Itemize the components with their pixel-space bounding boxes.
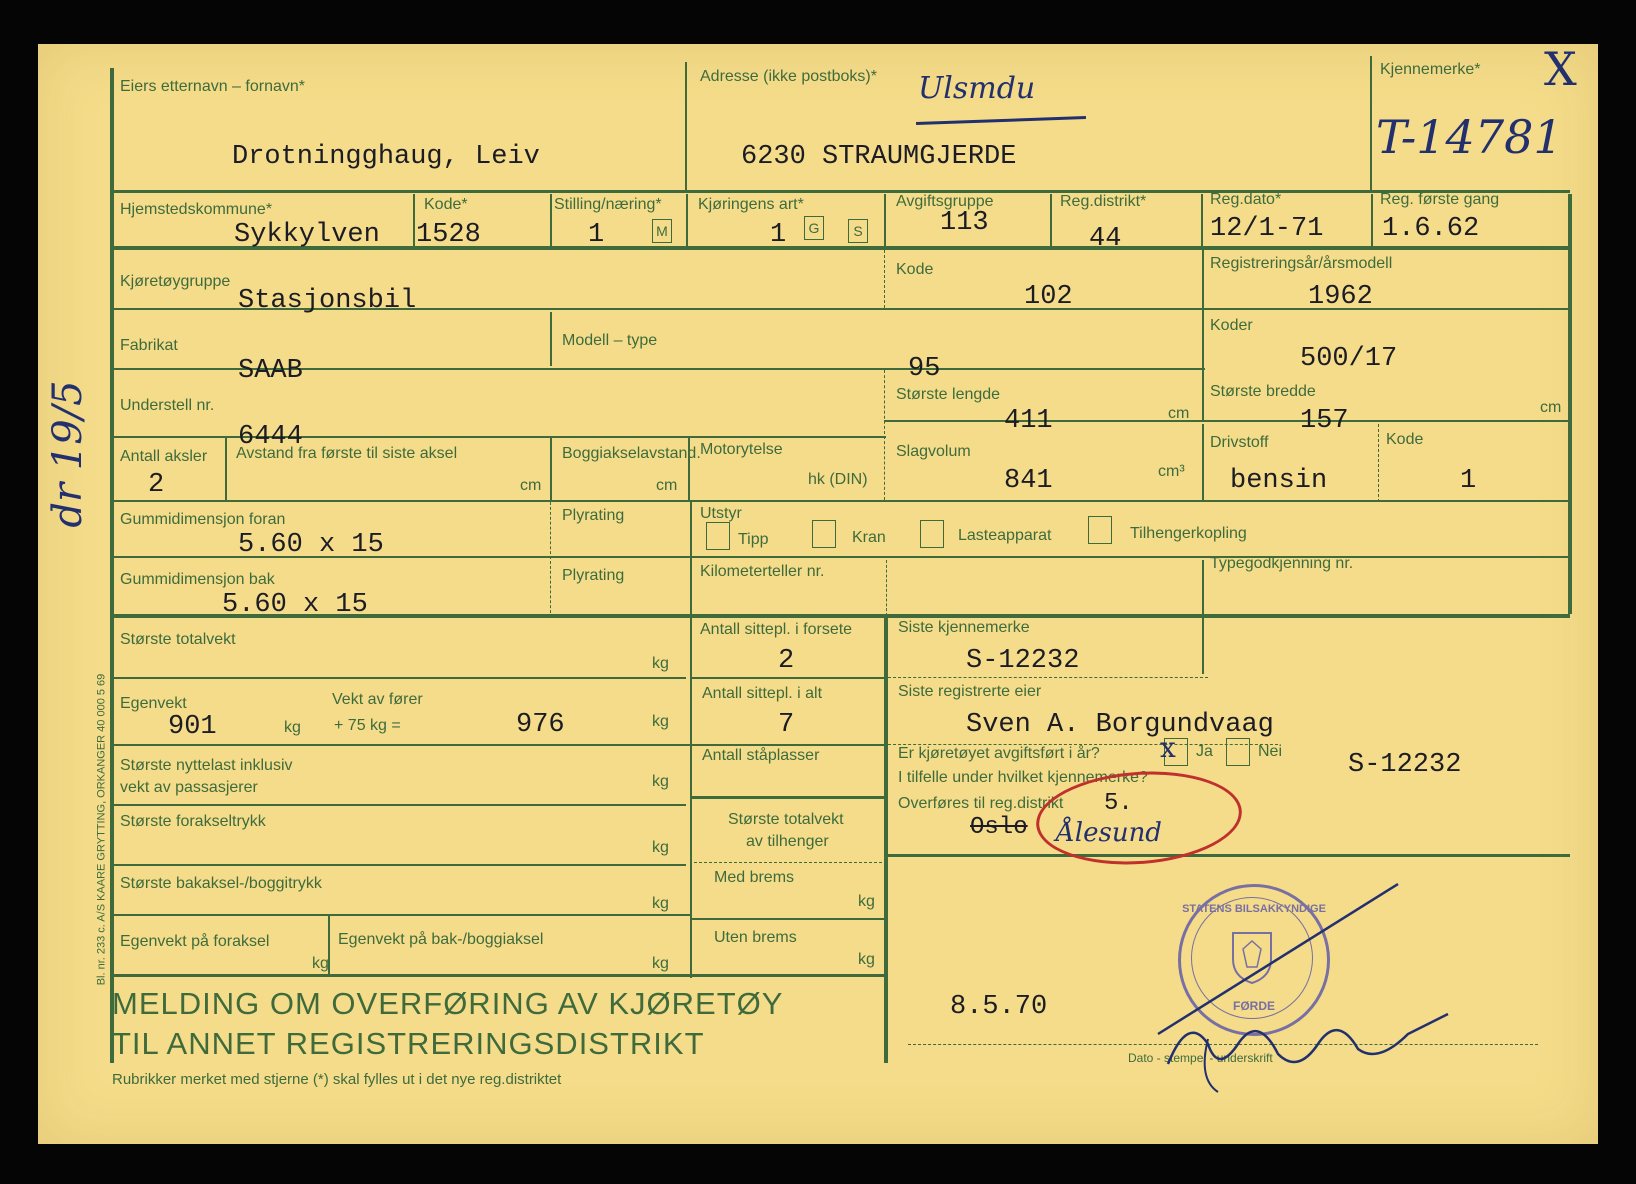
rear-axle-label: Største bakaksel-/boggitrykk bbox=[120, 875, 322, 892]
axles-value: 2 bbox=[148, 470, 165, 500]
kode-value: 1528 bbox=[416, 220, 481, 250]
tipp-checkbox bbox=[706, 522, 730, 550]
max-length-value: 411 bbox=[1004, 406, 1053, 436]
date-stamp-signature-label: Dato - stempel - underskrift bbox=[1128, 1051, 1273, 1065]
front-axle-label: Største forakseltrykk bbox=[120, 813, 266, 830]
ply-front-label: Plyrating bbox=[562, 507, 625, 524]
max-width-label: Største bredde bbox=[1210, 383, 1316, 400]
rear-axle-unit: kg bbox=[652, 895, 669, 912]
under-plate-value: S-12232 bbox=[1348, 750, 1462, 780]
max-payload-label-1: Største nyttelast inklusiv bbox=[120, 757, 293, 774]
plate-value: T-14781 bbox=[1376, 110, 1563, 164]
make-value: SAAB bbox=[238, 356, 303, 386]
address-handwritten: Ulsmdu bbox=[918, 71, 1036, 106]
owner-label: Eiers etternavn – fornavn* bbox=[120, 78, 305, 95]
with-brakes-unit: kg bbox=[858, 893, 875, 910]
last-owner-label: Siste registrerte eier bbox=[898, 683, 1042, 700]
side-print: Bl. nr. 233 c. A/S KAARE GRYTTING, ORKANGER 40 000 5 69 bbox=[95, 673, 108, 986]
model-label: Modell – type bbox=[562, 332, 658, 349]
max-width-value: 157 bbox=[1300, 406, 1349, 436]
nei-checkbox bbox=[1226, 738, 1250, 766]
transfer-to-label: Overføres til reg.distrikt bbox=[898, 795, 1064, 812]
reg-date-label: Reg.dato* bbox=[1210, 191, 1282, 208]
kran-checkbox bbox=[812, 520, 836, 548]
chassis-value: 6444 bbox=[238, 422, 303, 452]
displacement-unit: cm³ bbox=[1158, 463, 1185, 480]
reg-date-value: 12/1-71 bbox=[1210, 214, 1324, 244]
municipality-value: Sykkylven bbox=[234, 220, 380, 250]
last-owner-value: Sven A. Borgundvaag bbox=[966, 710, 1274, 740]
tire-rear-value: 5.60 x 15 bbox=[222, 590, 368, 620]
occupation-value: 1 bbox=[588, 220, 605, 250]
corner-mark: X bbox=[1544, 42, 1577, 96]
codes-value: 500/17 bbox=[1300, 344, 1398, 374]
axles-label: Antall aksler bbox=[120, 448, 208, 465]
front-axle-unit: kg bbox=[652, 839, 669, 856]
with-brakes-label: Med brems bbox=[714, 869, 795, 886]
reg-year-value: 1962 bbox=[1308, 282, 1373, 312]
model-value: 95 bbox=[908, 354, 941, 384]
address-label: Adresse (ikke postboks)* bbox=[700, 68, 877, 85]
max-length-unit: cm bbox=[1168, 405, 1190, 422]
engine-power-label: Motorytelse bbox=[700, 441, 783, 458]
driving-type-value: 1 bbox=[770, 220, 787, 250]
without-brakes-unit: kg bbox=[858, 951, 875, 968]
seats-front-label: Antall sittepl. i forsete bbox=[700, 621, 853, 638]
max-total-weight-unit: kg bbox=[652, 655, 669, 672]
under-which-label: I tilfelle under hvilket kjennemerke? bbox=[898, 769, 1148, 786]
ja-mark: x bbox=[1160, 731, 1176, 764]
form-title-line1: MELDING OM OVERFØRING AV KJØRETØY bbox=[112, 986, 784, 1021]
tire-front-value: 5.60 x 15 bbox=[238, 530, 384, 560]
ja-label: Ja bbox=[1196, 743, 1213, 760]
last-plate-value: S-12232 bbox=[966, 646, 1080, 676]
own-weight-label: Egenvekt bbox=[120, 695, 187, 712]
address-strikeout bbox=[916, 116, 1086, 125]
fuel-value: bensin bbox=[1230, 466, 1328, 496]
reg-year-label: Registreringsår/årsmodell bbox=[1210, 255, 1393, 272]
date-value: 8.5.70 bbox=[950, 992, 1048, 1022]
margin-note: dr 19/5 bbox=[45, 380, 91, 528]
group-code-label: Kode bbox=[896, 261, 934, 278]
fuel-label: Drivstoff bbox=[1210, 434, 1269, 451]
max-payload-unit: kg bbox=[652, 773, 669, 790]
transfer-new-value: Ålesund bbox=[1056, 818, 1162, 848]
last-plate-label: Siste kjennemerke bbox=[898, 619, 1030, 636]
make-label: Fabrikat bbox=[120, 337, 178, 354]
axle-distance-label: Avstand fra første til siste aksel bbox=[236, 445, 458, 462]
tire-front-label: Gummidimensjon foran bbox=[120, 511, 286, 528]
owner-value: Drotningghaug, Leiv bbox=[232, 142, 540, 172]
total-weight-value: 976 bbox=[516, 710, 565, 740]
driver-weight-label: Vekt av fører bbox=[332, 691, 423, 708]
occupation-label: Stilling/næring* bbox=[554, 196, 662, 213]
transfer-old-value: Oslo bbox=[970, 814, 1028, 841]
max-trailer-label-1: Største totalvekt bbox=[728, 811, 844, 828]
seats-front-value: 2 bbox=[778, 646, 795, 676]
municipality-label: Hjemstedskommune* bbox=[120, 201, 273, 218]
own-rear-unit: kg bbox=[652, 955, 669, 972]
total-weight-unit: kg bbox=[652, 713, 669, 730]
max-width-unit: cm bbox=[1540, 399, 1562, 416]
fee-group-label: Avgiftsgruppe bbox=[896, 193, 994, 210]
signature-image bbox=[1148, 864, 1478, 1094]
codes-label: Koder bbox=[1210, 317, 1253, 334]
max-total-weight-label: Største totalvekt bbox=[120, 631, 236, 648]
max-trailer-label-2: av tilhenger bbox=[746, 833, 829, 850]
stamp-text: STATENS BILSAKKYNDIGE bbox=[1182, 903, 1326, 915]
first-reg-value: 1.6.62 bbox=[1382, 214, 1480, 244]
max-payload-label-2: vekt av passasjerer bbox=[120, 779, 258, 796]
lasteapparat-checkbox bbox=[920, 520, 944, 548]
vehicle-group-label: Kjøretøygruppe bbox=[120, 273, 231, 290]
own-front-unit: kg bbox=[312, 955, 329, 972]
transfer-date-value: 5. bbox=[1104, 790, 1133, 817]
box-g: G bbox=[804, 216, 824, 240]
equipment-label: Utstyr bbox=[700, 505, 742, 522]
tire-rear-label: Gummidimensjon bak bbox=[120, 571, 275, 588]
displacement-value: 841 bbox=[1004, 466, 1053, 496]
standing-label: Antall ståplasser bbox=[702, 747, 820, 764]
bogie-distance-unit: cm bbox=[656, 477, 678, 494]
fuel-code-value: 1 bbox=[1460, 466, 1477, 496]
without-brakes-label: Uten brems bbox=[714, 929, 797, 946]
seats-total-value: 7 bbox=[778, 710, 795, 740]
odometer-label: Kilometerteller nr. bbox=[700, 563, 825, 580]
ply-rear-label: Plyrating bbox=[562, 567, 625, 584]
lasteapparat-label: Lasteapparat bbox=[958, 527, 1052, 544]
tipp-label: Tipp bbox=[738, 531, 769, 548]
axle-distance-unit: cm bbox=[520, 477, 542, 494]
form-title-line2: TIL ANNET REGISTRERINGSDISTRIKT bbox=[112, 1026, 705, 1061]
plate-label: Kjennemerke* bbox=[1380, 61, 1481, 78]
vehicle-group-value: Stasjonsbil bbox=[238, 286, 417, 316]
tilhengerkopling-label: Tilhengerkopling bbox=[1130, 525, 1247, 542]
type-approval-label: Typegodkjenning nr. bbox=[1210, 555, 1354, 572]
chassis-label: Understell nr. bbox=[120, 397, 215, 414]
bogie-distance-label: Boggiakselavstand. bbox=[562, 445, 701, 462]
group-code-value: 102 bbox=[1024, 282, 1073, 312]
own-weight-value: 901 bbox=[168, 712, 217, 742]
kran-label: Kran bbox=[852, 529, 886, 546]
max-length-label: Største lengde bbox=[896, 386, 1001, 403]
fee-question-label: Er kjøretøyet avgiftsført i år? bbox=[898, 745, 1100, 762]
kode-label: Kode* bbox=[424, 196, 468, 213]
displacement-label: Slagvolum bbox=[896, 443, 971, 460]
reg-district-value: 44 bbox=[1089, 224, 1122, 254]
right-border bbox=[1568, 194, 1572, 614]
seats-total-label: Antall sittepl. i alt bbox=[702, 685, 823, 702]
own-weight-unit: kg bbox=[284, 719, 301, 736]
first-reg-label: Reg. første gang bbox=[1380, 191, 1500, 208]
reg-district-label: Reg.distrikt* bbox=[1060, 193, 1147, 210]
fuel-code-label: Kode bbox=[1386, 431, 1424, 448]
own-rear-label: Egenvekt på bak-/boggiaksel bbox=[338, 931, 544, 948]
engine-power-unit: hk (DIN) bbox=[808, 471, 868, 488]
driver-weight-plus: + 75 kg = bbox=[334, 717, 401, 734]
form-note: Rubrikker merket med stjerne (*) skal fylles ut i det nye reg.distriktet bbox=[112, 1071, 562, 1088]
box-m: M bbox=[652, 219, 672, 243]
registration-card bbox=[38, 44, 1598, 1144]
row-rule bbox=[110, 190, 1570, 193]
stamp-city: FØRDE bbox=[1233, 999, 1275, 1013]
own-front-label: Egenvekt på foraksel bbox=[120, 933, 270, 950]
tilhengerkopling-checkbox bbox=[1088, 516, 1112, 544]
fee-group-value: 113 bbox=[940, 208, 989, 238]
box-s: S bbox=[848, 219, 868, 243]
nei-label: Nei bbox=[1258, 743, 1283, 760]
driving-type-label: Kjøringens art* bbox=[698, 196, 804, 213]
address-value: 6230 STRAUMGJERDE bbox=[741, 142, 1017, 172]
